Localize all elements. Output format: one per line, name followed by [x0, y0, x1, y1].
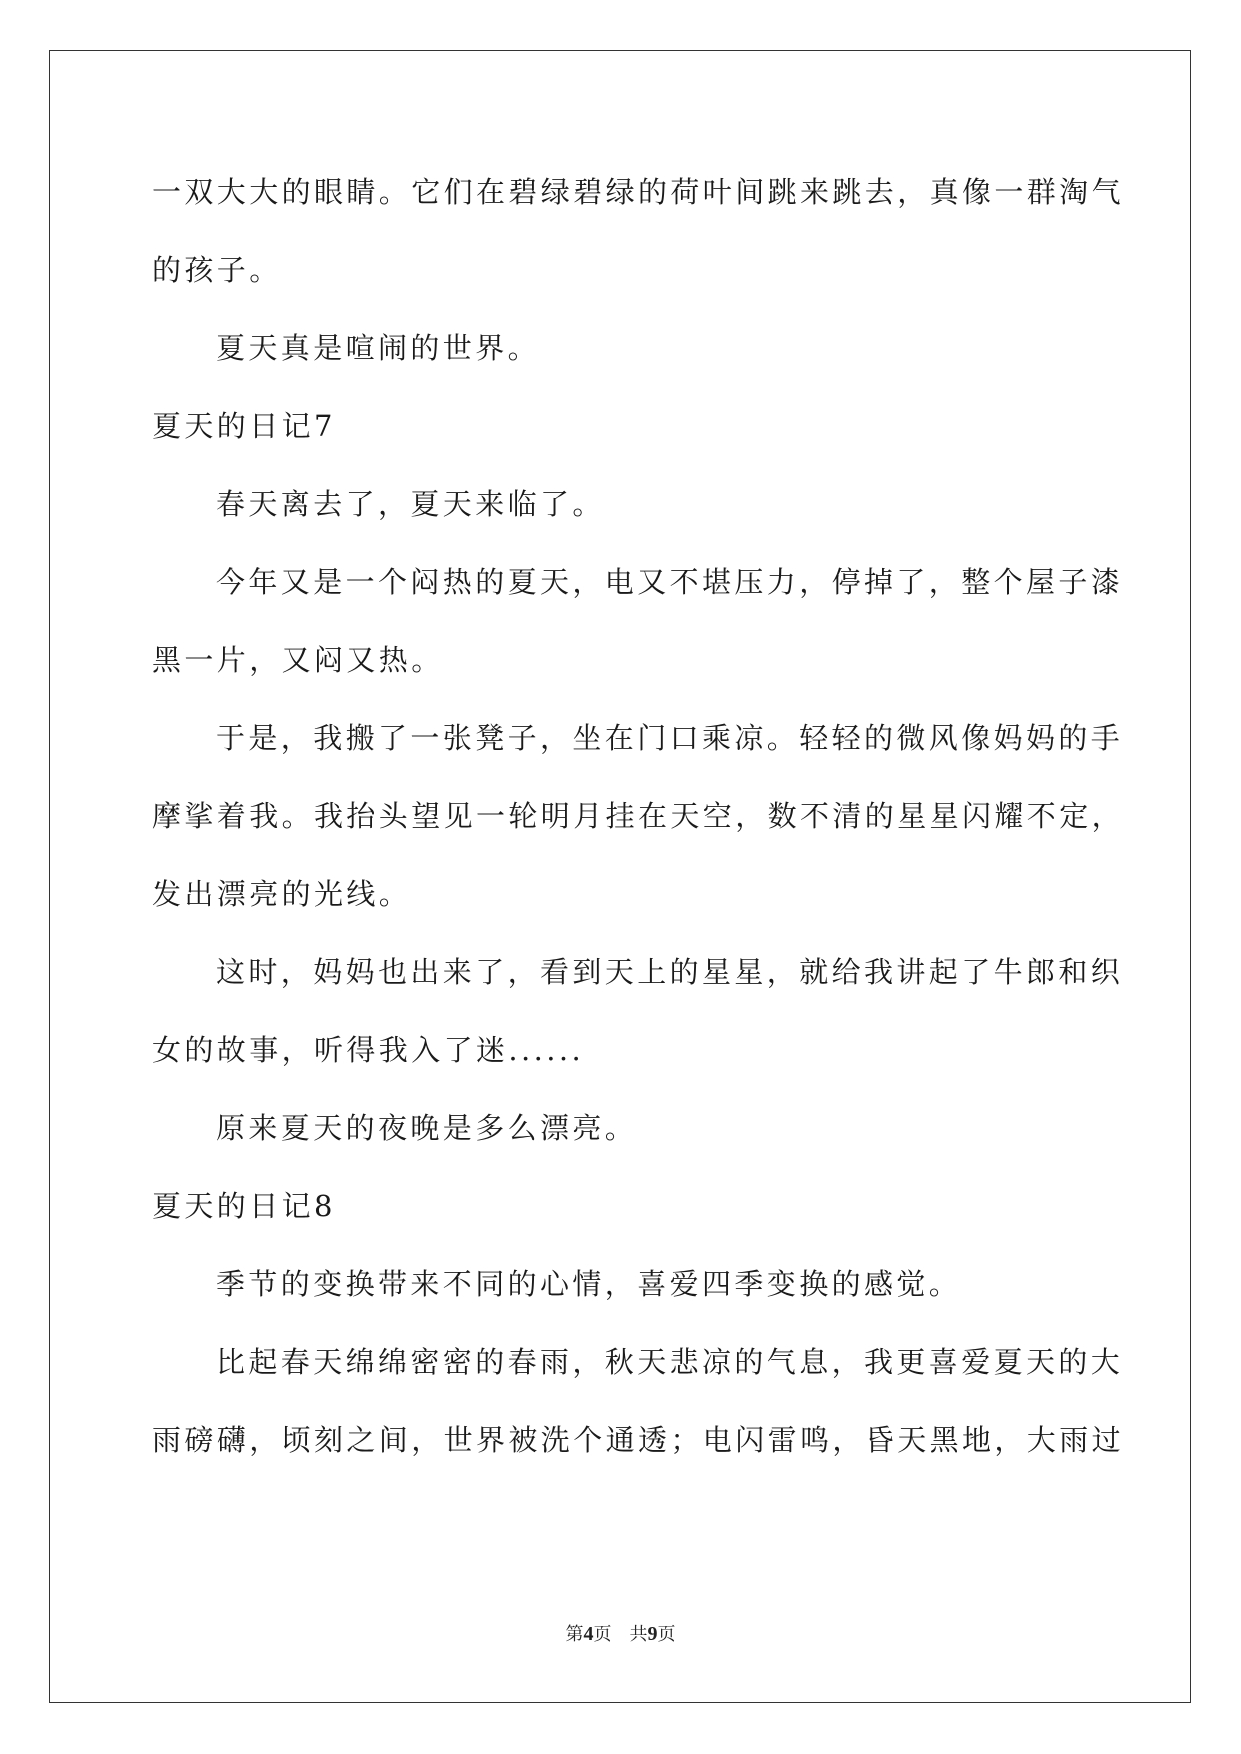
footer-prefix: 第 [565, 1624, 584, 1645]
page-footer [0, 1620, 1241, 1646]
paragraph-line: 今年又是一个闷热的夏天，电又不堪压力，停掉了，整个屋子漆 [216, 565, 1124, 599]
footer-middle: 页 共 [593, 1624, 648, 1645]
body-line: 摩挲着我。我抬头望见一轮明月挂在天空，数不清的星星闪耀不定， [152, 799, 1125, 833]
body-line: 雨磅礴，顷刻之间，世界被洗个通透；电闪雷鸣，昏天黑地，大雨过 [152, 1423, 1125, 1457]
body-line: 发出漂亮的光线。 [152, 877, 412, 911]
paragraph-line: 比起春天绵绵密密的春雨，秋天悲凉的气息，我更喜爱夏天的大 [216, 1345, 1124, 1379]
body-line: 女的故事，听得我入了迷...... [152, 1033, 585, 1067]
paragraph-line: 原来夏天的夜晚是多么漂亮。 [216, 1111, 638, 1145]
body-line: 一双大大的眼睛。它们在碧绿碧绿的荷叶间跳来跳去，真像一群淘气 [152, 175, 1125, 209]
body-line: 黑一片，又闷又热。 [152, 643, 444, 677]
footer-suffix: 页 [657, 1624, 676, 1645]
paragraph-line: 季节的变换带来不同的心情，喜爱四季变换的感觉。 [216, 1267, 962, 1301]
body-line: 的孩子。 [152, 253, 282, 287]
paragraph-line: 春天离去了，夏天来临了。 [216, 487, 605, 521]
current-page-number: 4 [583, 1623, 594, 1645]
paragraph-line: 夏天真是喧闹的世界。 [216, 331, 541, 365]
total-pages-number: 9 [647, 1623, 658, 1645]
paragraph-line: 于是，我搬了一张凳子，坐在门口乘凉。轻轻的微风像妈妈的手 [216, 721, 1124, 755]
section-heading: 夏天的日记8 [152, 1189, 336, 1223]
paragraph-line: 这时，妈妈也出来了，看到天上的星星，就给我讲起了牛郎和织 [216, 955, 1124, 989]
section-heading: 夏天的日记7 [152, 409, 336, 443]
